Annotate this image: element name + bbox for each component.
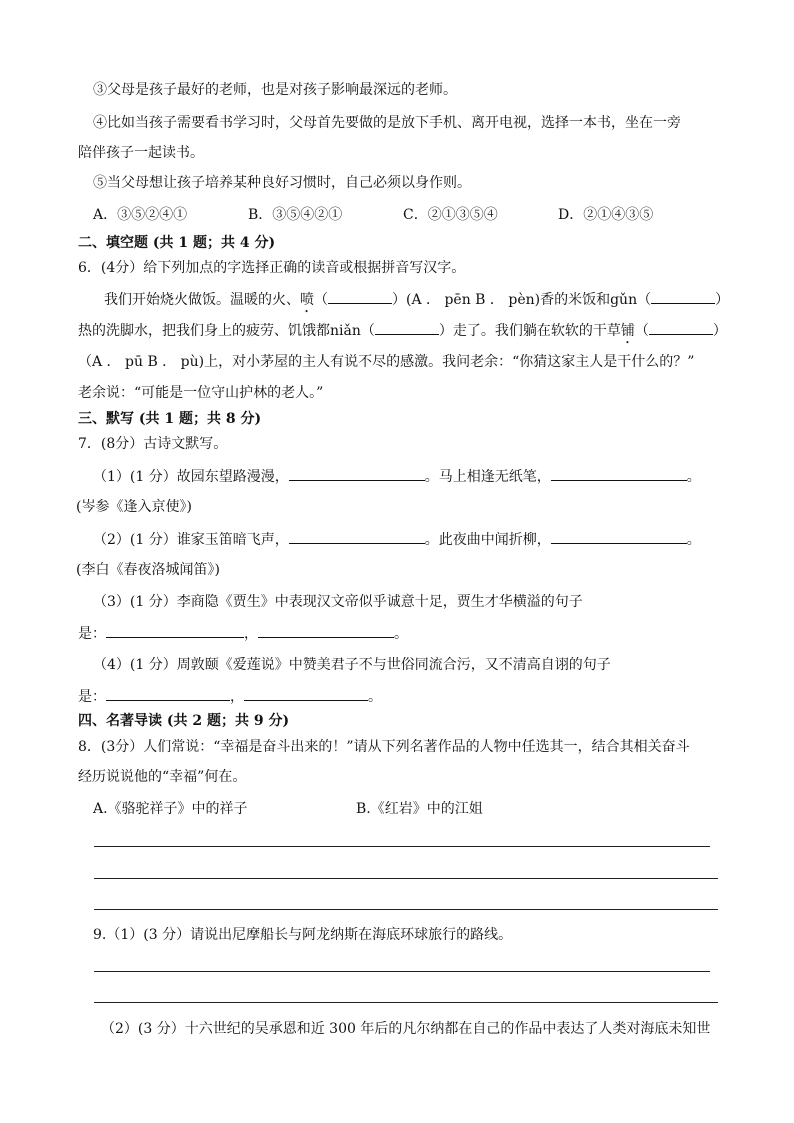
dotted-char-pu: 铺 — [620, 323, 635, 339]
choice-option-d[interactable]: D．②①④③⑤ — [558, 207, 654, 223]
answer-line-8-3[interactable] — [94, 909, 718, 910]
answer-line-8-2[interactable] — [94, 878, 718, 879]
poem-source-1: (岑参《逢入京使》) — [76, 499, 192, 515]
choice-option-c[interactable]: C．②①③⑤④ — [403, 207, 498, 223]
blank-nian-answer[interactable] — [375, 320, 439, 335]
blank-7-1-a[interactable] — [289, 466, 425, 481]
question-6-stem: 6．(4分）给下列加点的字选择正确的读音或根据拼音写汉字。 — [78, 260, 466, 276]
blank-7-3-a[interactable] — [106, 623, 244, 638]
question-9-part-2: （2）(3 分）十六世纪的吴承恩和近 300 年后的凡尔纳都在自己的作品中表达了人类对海底未知世 — [101, 1021, 711, 1037]
poem-item-3-prompt: （3）(1 分）李商隐《贾生》中表现汉文帝似乎诚意十足，贾生才华横溢的句子 — [93, 594, 583, 610]
blank-pen-answer[interactable] — [328, 289, 392, 304]
blank-7-4-a[interactable] — [106, 686, 230, 701]
passage-line-2: 热的洗脚水，把我们身上的疲劳、饥饿都niǎn（ ）走了。我们躺在软软的干草铺（ ） — [78, 320, 727, 347]
blank-7-2-b[interactable] — [551, 529, 687, 544]
question-8-option-b[interactable]: B.《红岩》中的江姐 — [356, 801, 483, 817]
statement-5: ⑤当父母想让孩子培养某种良好习惯时，自己必须以身作则。 — [93, 175, 471, 191]
section-2-heading: 二、填空题 (共 1 题；共 4 分) — [78, 235, 276, 251]
poem-source-2: (李白《春夜洛城闻笛》) — [76, 562, 220, 578]
section-4-heading: 四、名著导读 (共 2 题；共 9 分) — [78, 713, 290, 729]
answer-line-9-1-a[interactable] — [94, 971, 710, 972]
question-8-line-1: 8．(3分）人们常说：“幸福是奋斗出来的！”请从下列名著作品的人物中任选其一，结合其相关奋斗 — [78, 739, 690, 755]
answer-line-9-1-b[interactable] — [94, 1002, 718, 1003]
statement-4-line1: ④比如当孩子需要看书学习时，父母首先要做的是放下手机、离开电视，选择一本书，坐在一旁 — [93, 115, 681, 131]
answer-line-8-1[interactable] — [94, 846, 710, 847]
blank-7-3-b[interactable] — [258, 623, 394, 638]
passage-line-1: 我们开始烧火做饭。温暖的火、喷（ ）(A ． pēn B ． pèn)香的米饭和gǔn（ ） — [104, 289, 729, 316]
blank-7-2-a[interactable] — [289, 529, 425, 544]
choice-option-a[interactable]: A．③⑤②④① — [93, 207, 188, 223]
question-7-stem: 7．(8分）古诗文默写。 — [78, 436, 228, 452]
statement-4-line2: 陪伴孩子一起读书。 — [78, 145, 204, 161]
blank-pu-answer[interactable] — [649, 320, 713, 335]
poem-item-1: （1）(1 分）故园东望路漫漫， 。马上相逢无纸笔， 。 — [93, 466, 701, 487]
section-3-heading: 三、默写 (共 1 题；共 8 分) — [78, 411, 262, 427]
blank-gun-answer[interactable] — [651, 289, 715, 304]
statement-3: ③父母是孩子最好的老师，也是对孩子影响最深远的老师。 — [93, 82, 457, 98]
poem-item-2: （2）(1 分）谁家玉笛暗飞声， 。此夜曲中闻折柳， 。 — [93, 529, 701, 550]
poem-item-3-answer: 是： ， 。 — [78, 623, 408, 644]
question-9-part-1: 9.（1）(3 分）请说出尼摩船长与阿龙纳斯在海底环球旅行的路线。 — [93, 927, 513, 943]
poem-item-4-answer: 是： ， 。 — [78, 686, 382, 707]
choice-option-b[interactable]: B．③⑤④②① — [248, 207, 343, 223]
blank-7-4-b[interactable] — [244, 686, 368, 701]
question-8-option-a[interactable]: A.《骆驼祥子》中的祥子 — [93, 801, 248, 817]
passage-line-4: 老余说：“可能是一位守山护林的老人。” — [78, 385, 324, 401]
question-8-line-2: 经历说说他的“幸福”何在。 — [78, 769, 247, 785]
dotted-char-pen: 喷 — [300, 292, 314, 308]
passage-line-3: （A ． pū B ． pù)上，对小茅屋的主人有说不尽的感激。我问老余：“你猜这家主人是干什么的？” — [78, 354, 695, 370]
blank-7-1-b[interactable] — [551, 466, 687, 481]
poem-item-4-prompt: （4）(1 分）周敦颐《爱莲说》中赞美君子不与世俗同流合污，又不清高自诩的句子 — [93, 657, 611, 673]
